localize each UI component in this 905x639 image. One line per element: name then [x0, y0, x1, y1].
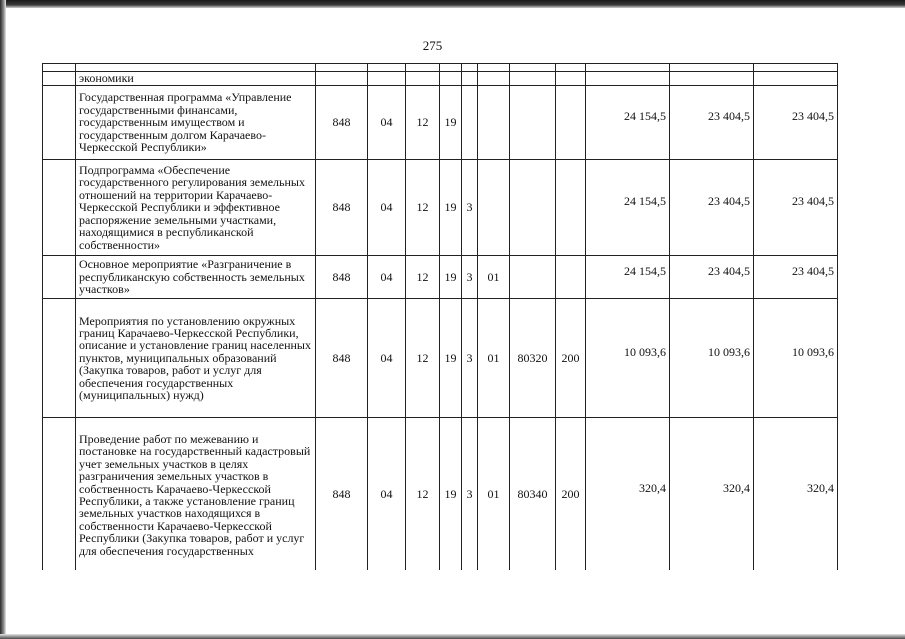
table-cell	[316, 64, 368, 72]
amount-year-1	[586, 160, 670, 256]
budget-table	[42, 63, 838, 570]
activity-code: 01	[478, 299, 510, 418]
amount-value: 320,4	[639, 480, 666, 495]
program-code: 19	[440, 256, 462, 299]
item-name: Мероприятия по установлению окружных границ Карачаево-Черкесской Республики, описание и установление границ населенных пунктов, муниципальных образований (Закупка товаров, работ и услуг для обеспечения государственных (муниципальных) нужд)	[76, 299, 316, 418]
scan-edge-top	[0, 0, 905, 8]
program-code: 19	[440, 418, 462, 571]
program-code: 19	[440, 299, 462, 418]
subsection-code: 12	[406, 418, 440, 571]
subprogram-code	[462, 86, 478, 160]
amount-value: 23 404,5	[792, 263, 834, 278]
item-name: Государственная программа «Управление государственными финансами, государственным имуществом и государственным долгом Карачаево-Черкесской Республики»	[76, 86, 316, 160]
amount-value: 23 404,5	[792, 109, 834, 124]
direction-code: 80320	[510, 299, 556, 418]
amount-year-2	[670, 72, 754, 86]
table-cell	[462, 64, 478, 72]
expense-type-code	[556, 72, 586, 86]
table-cell	[754, 64, 838, 72]
subsection-code	[406, 72, 440, 86]
subprogram-code	[462, 72, 478, 86]
admin-code: 848	[316, 160, 368, 256]
table-cell	[670, 64, 754, 72]
admin-code: 848	[316, 418, 368, 571]
item-name: экономики	[76, 72, 316, 86]
admin-code: 848	[316, 299, 368, 418]
amount-year-2	[670, 256, 754, 299]
table-cell	[556, 64, 586, 72]
direction-code	[510, 86, 556, 160]
amount-year-2	[670, 160, 754, 256]
section-code	[368, 72, 406, 86]
table-cell	[368, 64, 406, 72]
row-index-cell	[43, 256, 76, 299]
expense-type-code	[556, 86, 586, 160]
row-index-cell	[43, 418, 76, 571]
subsection-code: 12	[406, 160, 440, 256]
table-cell	[510, 64, 556, 72]
amount-value: 10 093,6	[624, 344, 666, 359]
item-name: Основное мероприятие «Разграничение в республиканскую собственность земельных участков»	[76, 256, 316, 299]
activity-code: 01	[478, 256, 510, 299]
amount-value: 24 154,5	[624, 194, 666, 209]
row-index-cell	[43, 160, 76, 256]
amount-year-2	[670, 418, 754, 571]
direction-code: 80340	[510, 418, 556, 571]
direction-code	[510, 160, 556, 256]
activity-code: 01	[478, 418, 510, 571]
table-row	[43, 299, 838, 418]
direction-code	[510, 72, 556, 86]
program-code: 19	[440, 160, 462, 256]
section-code: 04	[368, 86, 406, 160]
table-row	[43, 418, 838, 571]
admin-code: 848	[316, 86, 368, 160]
table-row	[43, 86, 838, 160]
subsection-code: 12	[406, 256, 440, 299]
expense-type-code: 200	[556, 299, 586, 418]
amount-year-3	[754, 72, 838, 86]
table-row	[43, 256, 838, 299]
subprogram-code: 3	[462, 418, 478, 571]
section-code: 04	[368, 299, 406, 418]
amount-value: 23 404,5	[792, 194, 834, 209]
expense-type-code	[556, 256, 586, 299]
activity-code	[478, 72, 510, 86]
subprogram-code: 3	[462, 299, 478, 418]
page-number: 275	[422, 38, 443, 53]
subprogram-code: 3	[462, 256, 478, 299]
row-index-cell	[43, 72, 76, 86]
scan-edge-left	[0, 0, 6, 639]
amount-year-1	[586, 299, 670, 418]
row-index-cell	[43, 299, 76, 418]
admin-code: 848	[316, 256, 368, 299]
amount-year-3	[754, 86, 838, 160]
amount-value: 10 093,6	[708, 344, 750, 359]
table-cell	[440, 64, 462, 72]
amount-value: 24 154,5	[624, 109, 666, 124]
item-name: Проведение работ по межеванию и постановке на государственный кадастровый учет земельных участков в целях разграничения земельных участков в собственность Карачаево-Черкесской Республики, а также установление границ земельных участков находящихся в собственности Карачаево-Черкесской Республики (Закупка товаров, работ и услуг для обеспечения государственных	[76, 418, 316, 571]
amount-year-1	[586, 72, 670, 86]
amount-year-3	[754, 418, 838, 571]
amount-year-1	[586, 256, 670, 299]
table-row	[43, 160, 838, 256]
section-code: 04	[368, 418, 406, 571]
section-code: 04	[368, 256, 406, 299]
expense-type-code	[556, 160, 586, 256]
table-row-top-edge	[43, 64, 838, 72]
amount-year-1	[586, 418, 670, 571]
amount-value: 320,4	[723, 480, 750, 495]
admin-code	[316, 72, 368, 86]
subsection-code: 12	[406, 299, 440, 418]
amount-year-1	[586, 86, 670, 160]
table-cell	[478, 64, 510, 72]
table-cell	[43, 64, 76, 72]
program-code	[440, 72, 462, 86]
section-code: 04	[368, 160, 406, 256]
amount-year-2	[670, 86, 754, 160]
scan-edge-bottom	[0, 634, 905, 639]
amount-year-2	[670, 299, 754, 418]
amount-year-3	[754, 160, 838, 256]
amount-value: 23 404,5	[708, 109, 750, 124]
activity-code	[478, 160, 510, 256]
table-row	[43, 72, 838, 86]
amount-year-3	[754, 256, 838, 299]
program-code: 19	[440, 86, 462, 160]
amount-value: 23 404,5	[708, 194, 750, 209]
subsection-code: 12	[406, 86, 440, 160]
table-cell	[76, 64, 316, 72]
table-cell	[586, 64, 670, 72]
row-index-cell	[43, 86, 76, 160]
direction-code	[510, 256, 556, 299]
amount-value: 10 093,6	[792, 344, 834, 359]
amount-year-3	[754, 299, 838, 418]
table-cell	[406, 64, 440, 72]
subprogram-code: 3	[462, 160, 478, 256]
amount-value: 320,4	[807, 480, 834, 495]
activity-code	[478, 86, 510, 160]
amount-value: 24 154,5	[624, 263, 666, 278]
amount-value: 23 404,5	[708, 263, 750, 278]
expense-type-code: 200	[556, 418, 586, 571]
item-name: Подпрограмма «Обеспечение государственного регулирования земельных отношений на территории Карачаево-Черкесской Республики и эффективное распоряжение земельными участками, находящимися в республиканской собственности»	[76, 160, 316, 256]
